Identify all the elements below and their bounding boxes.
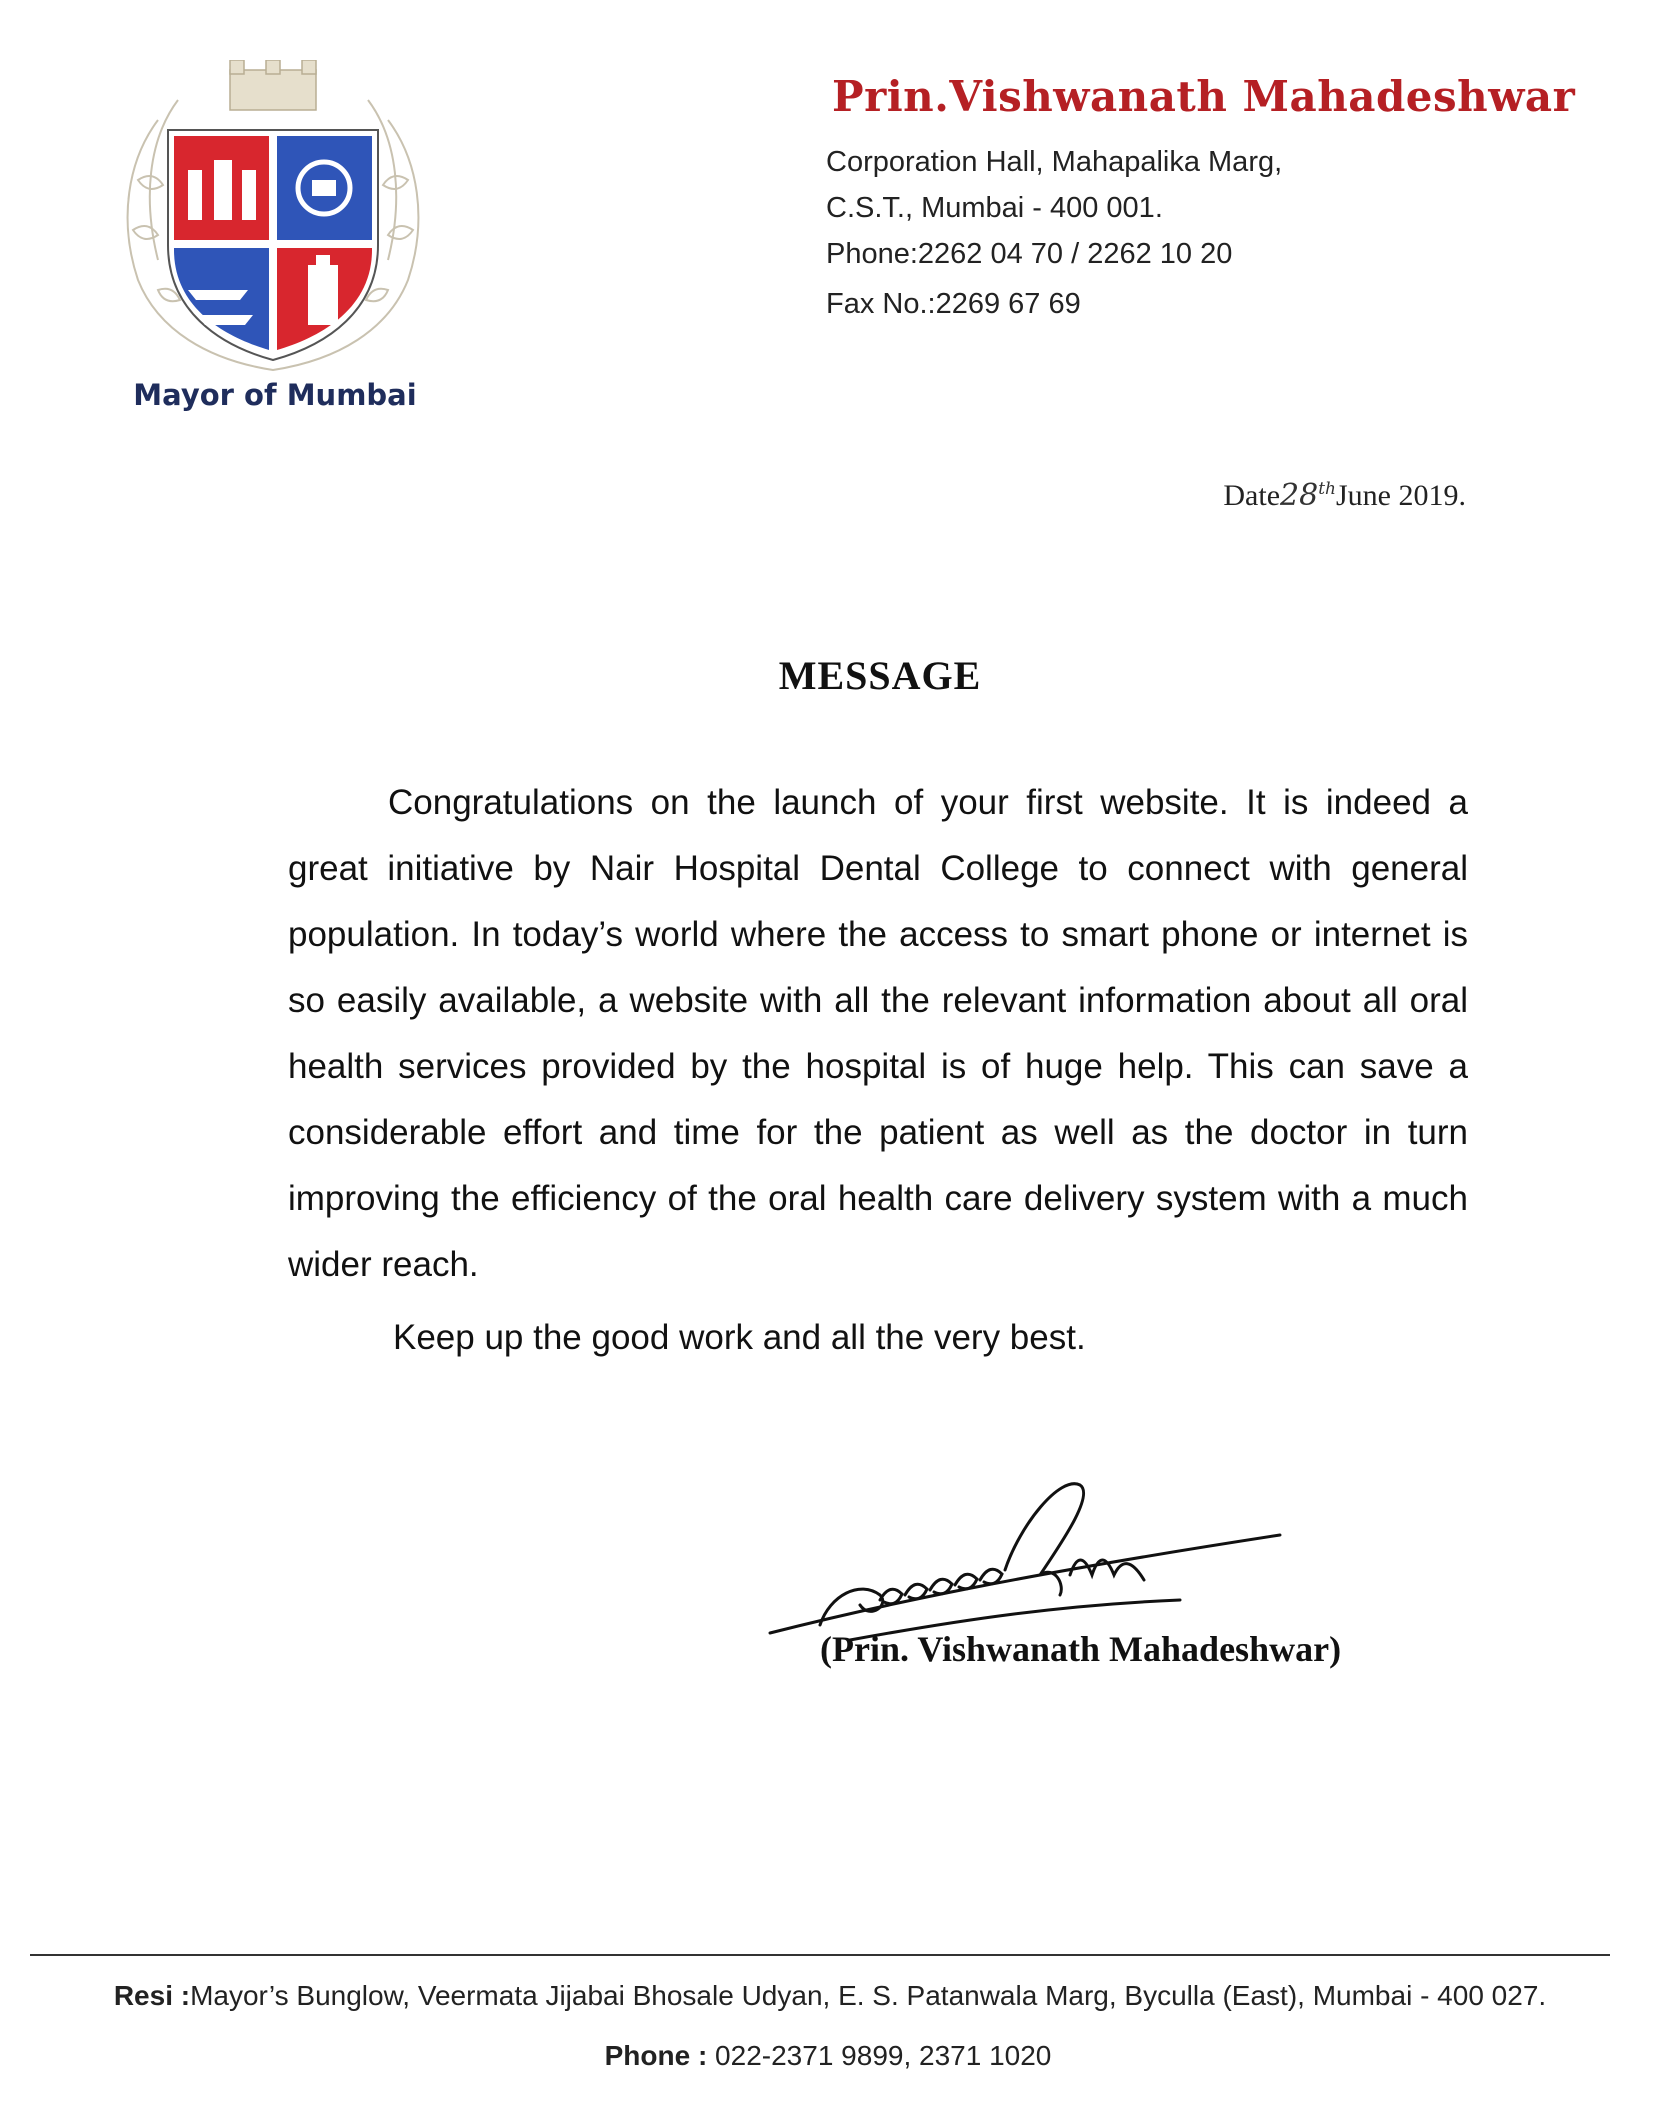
date-label: Date bbox=[1223, 479, 1281, 512]
address-line-2: C.S.T., Mumbai - 400 001. bbox=[826, 192, 1163, 224]
letterhead-phone: Phone:2262 04 70 / 2262 10 20 bbox=[826, 238, 1233, 270]
footer-resi-address: Mayor’s Bunglow, Veermata Jijabai Bhosale Udyan, E. S. Patanwala Marg, Byculla (East), Mumbai - 400 027. bbox=[190, 1980, 1547, 2011]
footer-resi-label: Resi : bbox=[113, 1980, 191, 2011]
signatory-name: (Prin. Vishwanath Mahadeshwar) bbox=[820, 1629, 1342, 1669]
date-rest: June 2019. bbox=[1336, 479, 1466, 512]
date-line bbox=[1223, 478, 1466, 513]
message-body bbox=[288, 770, 1468, 1298]
date-handwritten-day: 28 bbox=[1280, 478, 1319, 513]
signature-icon bbox=[760, 1455, 1330, 1655]
message-title: MESSAGE bbox=[778, 653, 982, 698]
footer-residence bbox=[50, 1980, 1610, 2012]
letterhead-name: Prin.Vishwanath Mahadeshwar bbox=[832, 72, 1576, 121]
footer-phone-label: Phone : bbox=[604, 2040, 708, 2071]
footer-phone-value: 022-2371 9899, 2371 1020 bbox=[707, 2040, 1052, 2071]
address-line-1: Corporation Hall, Mahapalika Marg, bbox=[826, 146, 1283, 178]
message-paragraph: Congratulations on the launch of your first website. It is indeed a great initiative by Nair Hospital Dental College to connect with general population. In today’s world where the access to smart phone or internet is so easily available, a website with all the relevant information about all oral health services provided by the hospital is of huge help. This can save a considerable effort and time for the patient as well as the doctor in turn improving the efficiency of the oral health care delivery system with a much wider reach. bbox=[288, 783, 1468, 1284]
mayor-caption: Mayor of Mumbai bbox=[133, 378, 417, 412]
message-closing: Keep up the good work and all the very best. bbox=[393, 1318, 1086, 1357]
footer-divider bbox=[30, 1954, 1610, 1956]
municipal-emblem-icon bbox=[118, 60, 428, 380]
footer-phone bbox=[0, 2040, 1656, 2072]
date-handwritten-suffix: th bbox=[1318, 479, 1336, 499]
letterhead-fax: Fax No.:2269 67 69 bbox=[826, 288, 1081, 320]
